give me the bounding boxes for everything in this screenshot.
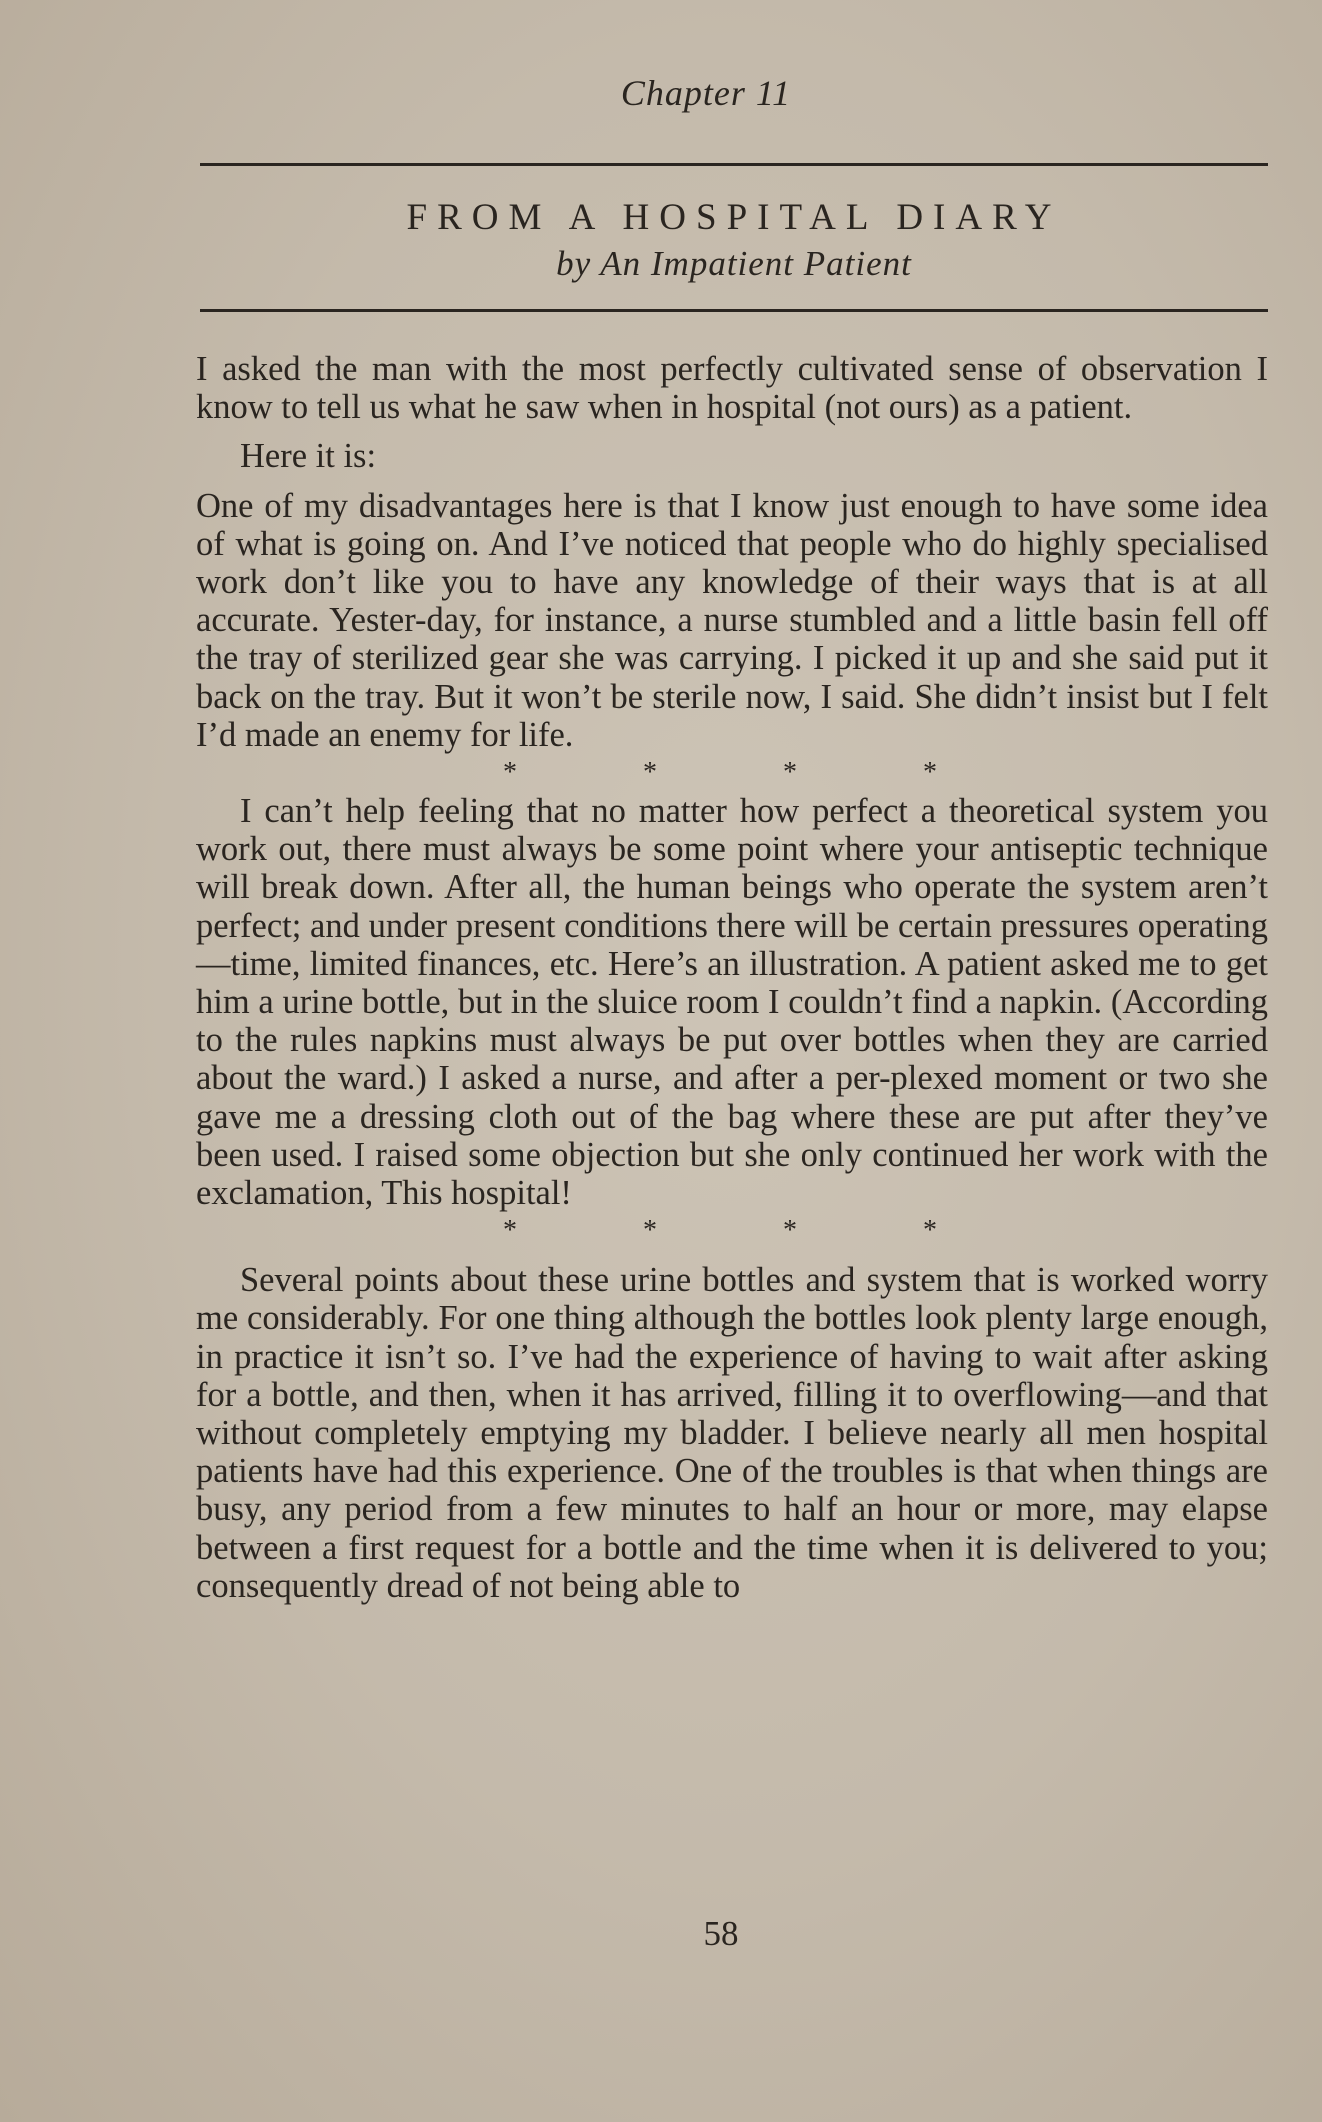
chapter-heading: Chapter 11 [620,73,792,113]
article-title: FROM A HOSPITAL DIARY [406,197,1062,238]
page-number: 58 [703,1914,739,1953]
paragraph-1: One of my disadvantages here is that I know just enough to have some idea of what is going on. And I’ve noticed that people who do highly specialised work don’t like you to have any knowledge of their ways that is at all accurate. Yester-day, for instance, a nurse stumbled and a little basin fell off the tray of sterilized gear she was carrying. I picked it up and she said put it back on the tray. But it won’t be sterile now, I said. She didn’t insist but I felt I’d made an enemy for life. [196,486,1268,754]
section-separator-2 [500,1212,940,1250]
top-rule [200,163,1268,166]
intro-paragraph: I asked the man with the most perfectly cultivated sense of observation I know to tell us what he saw when in hospital (not ours) as a patient. [196,350,1268,427]
byline: by An Impatient Patient [556,244,912,283]
asterisk: * [503,757,517,789]
asterisk: * [643,1215,657,1247]
asterisk: * [783,1215,797,1247]
asterisk: * [503,1215,517,1247]
here-it-is-line: Here it is: [240,437,377,476]
asterisk: * [643,757,657,789]
section-separator-1 [500,754,940,792]
body-text [196,350,1268,1605]
paragraph-2: I can’t help feeling that no matter how perfect a theoretical system you work out, there must always be some point where your antiseptic technique will break down. After all, the human beings who operate the system aren’t perfect; and under present conditions there will be certain pressures operating—time, limited finances, etc. Here’s an illustration. A patient asked me to get him a urine bottle, but in the sluice room I couldn’t find a napkin. (According to the rules napkins must always be put over bottles when they are carried about the ward.) I asked a nurse, and after a per-plexed moment or two she gave me a dressing cloth out of the bag where these are put after they’ve been used. I raised some objection but she only continued her work with the exclamation, This hospital! [196,792,1268,1213]
asterisk: * [783,757,797,789]
paragraph-3: Several points about these urine bottles and system that is worked worry me considerably. For one thing although the bottles look plenty large enough, in practice it isn’t so. I’ve had the experience of having to wait after asking for a bottle, and then, when it has arrived, filling it to overflowing—and that without completely emptying my bladder. I believe nearly all men hospital patients have had this experience. One of the troubles is that when things are busy, any period from a few minutes to half an hour or more, may elapse between a first request for a bottle and the time when it is delivered to you; consequently dread of not being able to [196,1261,1268,1605]
asterisk: * [923,757,937,789]
bottom-rule [200,309,1268,312]
asterisk: * [923,1215,937,1247]
